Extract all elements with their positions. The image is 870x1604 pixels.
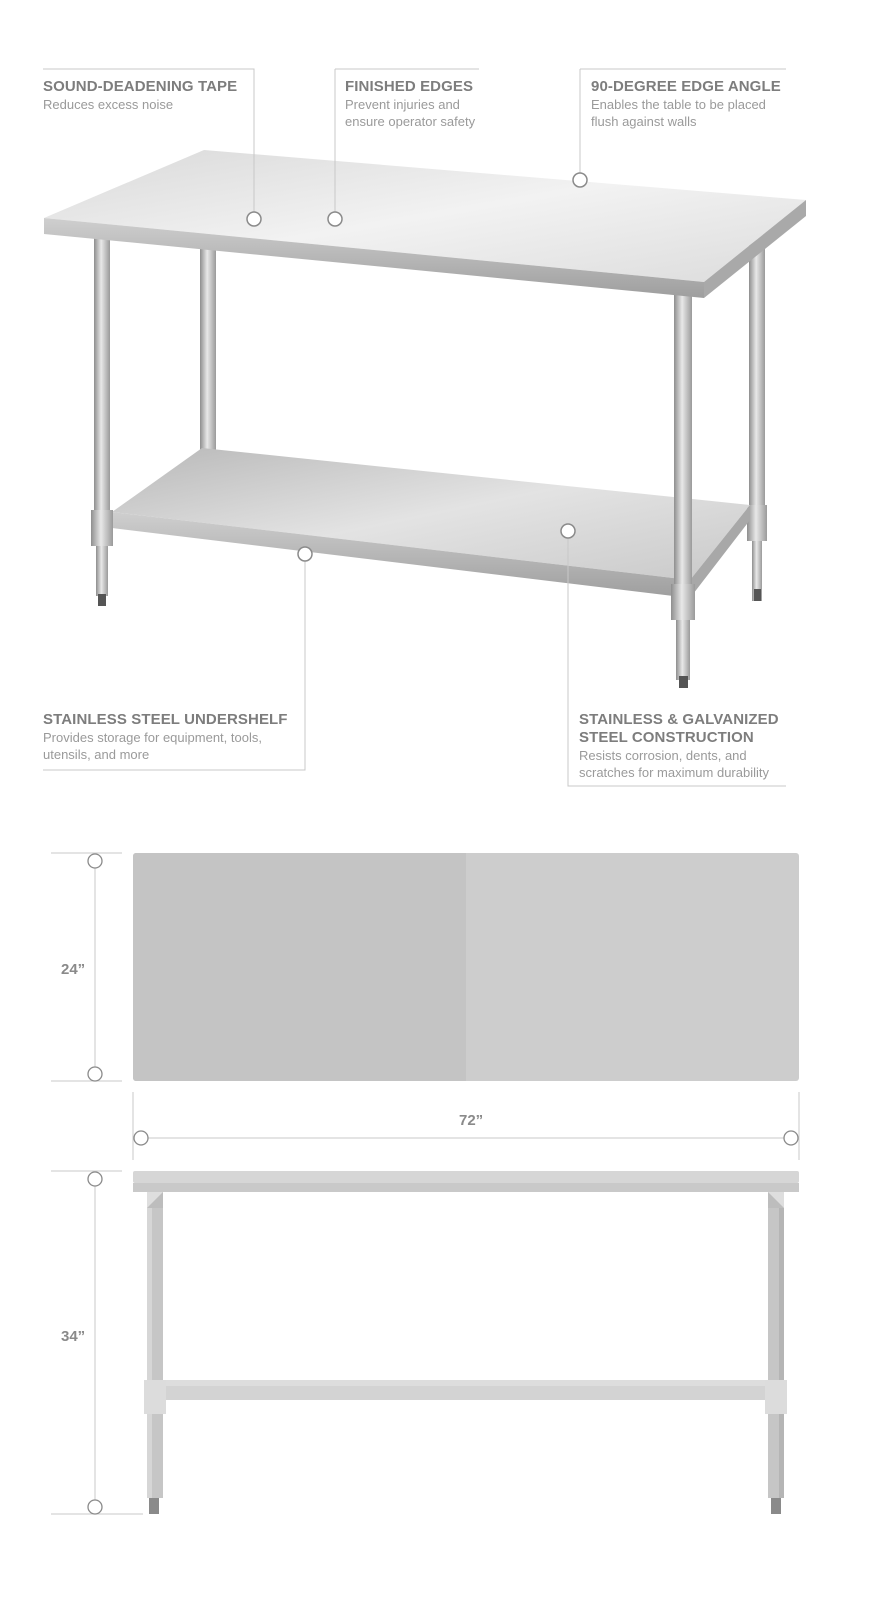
depth-label: 24” <box>61 961 86 978</box>
callout-desc: Prevent injuries and <box>345 97 460 112</box>
callout-edge-angle <box>591 78 781 130</box>
callout-finished-edges <box>345 78 475 130</box>
width-label: 72” <box>459 1112 484 1129</box>
front-view <box>133 1171 799 1514</box>
front-right-leg <box>674 294 692 586</box>
callout-desc: flush against walls <box>591 114 697 129</box>
callout-desc: Reduces excess noise <box>43 97 174 112</box>
callout-construction <box>579 711 779 781</box>
callout-title: STAINLESS & GALVANIZED <box>579 711 779 728</box>
callout-title: FINISHED EDGES <box>345 78 474 95</box>
callout-desc: Provides storage for equipment, tools, <box>43 730 262 745</box>
marker-finished-edges <box>328 212 342 226</box>
callout-sound-deadening <box>43 78 237 113</box>
callout-title: 90-DEGREE EDGE ANGLE <box>591 78 781 95</box>
marker-edge-angle <box>573 173 587 187</box>
marker-undershelf <box>298 547 312 561</box>
height-label: 34” <box>61 1328 86 1345</box>
callout-desc: Enables the table to be placed <box>591 97 766 112</box>
front-left-leg <box>94 238 110 518</box>
callout-title: SOUND-DEADENING TAPE <box>43 78 238 95</box>
callout-desc: ensure operator safety <box>345 114 476 129</box>
back-left-leg <box>200 240 216 455</box>
callout-title: STEEL CONSTRUCTION <box>579 729 754 746</box>
marker-construction <box>561 524 575 538</box>
callout-undershelf <box>43 711 288 763</box>
back-right-leg <box>749 240 765 520</box>
marker-sound-tape <box>247 212 261 226</box>
callout-desc: scratches for maximum durability <box>579 765 769 780</box>
top-view <box>133 853 799 1081</box>
callout-title: STAINLESS STEEL UNDERSHELF <box>43 711 288 728</box>
callout-desc: Resists corrosion, dents, and <box>579 748 747 763</box>
callout-desc: utensils, and more <box>43 747 150 762</box>
